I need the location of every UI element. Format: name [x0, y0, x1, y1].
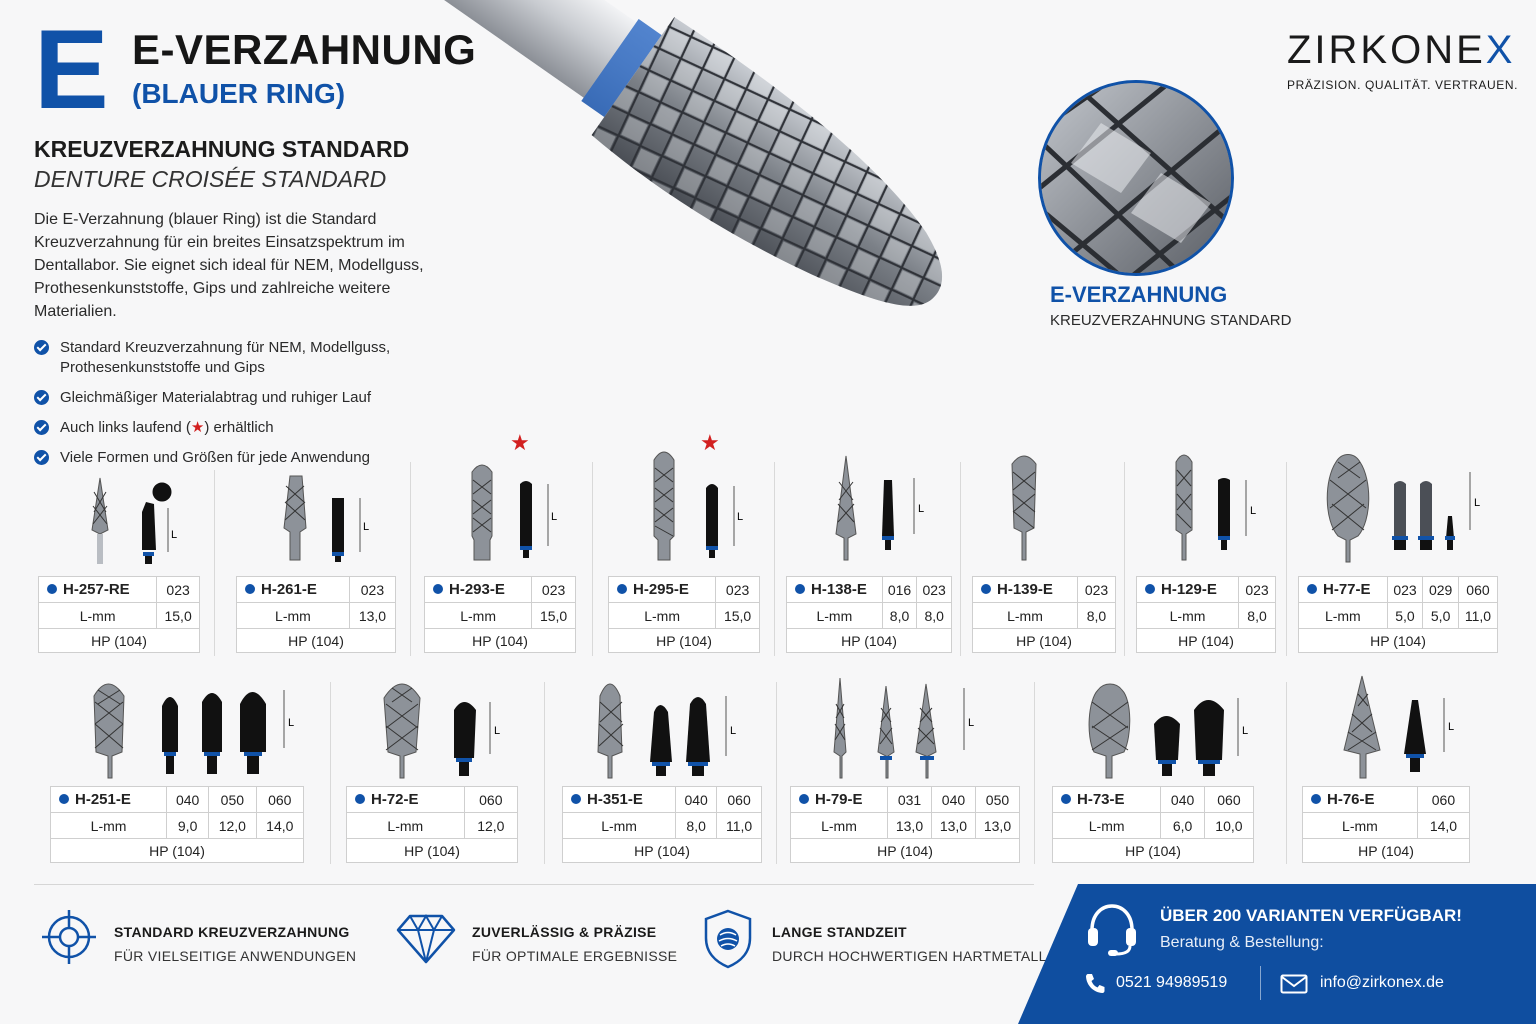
dimension-label: L [968, 717, 975, 729]
intro-text: Die E-Verzahnung (blauer Ring) ist die Standard Kreuzverzahnung für ein breites Einsatzspektrum im Dentallabor. Sie eignet sich ideal für NEM, Modellguss, Prothesenkunststoffe, Gips und zahlreiche weitere Materialien. [34, 211, 424, 320]
dimension-label: L [1474, 497, 1481, 509]
bur-drawing-h351e [592, 676, 752, 784]
length-cell: 14,0 [256, 813, 303, 839]
length-label: L-mm [237, 603, 350, 629]
length-cell: 8,0 [882, 603, 917, 629]
divider [592, 462, 593, 656]
contact-email[interactable]: info@zirkonex.de [1320, 974, 1444, 991]
zoom-subtitle: KREUZVERZAHNUNG STANDARD [1050, 312, 1292, 329]
bur-drawing-h257re [80, 472, 200, 572]
length-label: L-mm [973, 603, 1078, 629]
size-cell: 040 [931, 787, 975, 813]
divider [330, 682, 331, 864]
zoom-title: E-VERZAHNUNG [1050, 282, 1228, 307]
dimension-label: L [363, 521, 370, 533]
blue-ring-dot [1145, 584, 1155, 594]
size-cell: 023 [1387, 577, 1423, 603]
length-label: L-mm [425, 603, 532, 629]
length-label: L-mm [1053, 813, 1161, 839]
bur-drawing-h138e [830, 452, 940, 572]
divider [1124, 462, 1125, 656]
size-cell: 023 [157, 577, 200, 603]
brand-logo: ZIRKONEX [1287, 28, 1516, 72]
length-cell: 13,0 [975, 813, 1019, 839]
divider [1286, 682, 1287, 864]
blue-ring-dot [59, 794, 69, 804]
length-cell: 11,0 [1458, 603, 1497, 629]
product-code: H-261-E [237, 577, 350, 603]
product-table-h261e [236, 576, 396, 653]
length-cell: 8,0 [1077, 603, 1115, 629]
length-cell: 8,0 [1239, 603, 1276, 629]
product-table-h293e [424, 576, 576, 653]
product-table-h351e [562, 786, 762, 863]
length-label: L-mm [39, 603, 157, 629]
size-cell: 040 [167, 787, 209, 813]
shank-cell: HP (104) [425, 629, 576, 653]
phone-icon [1084, 972, 1106, 994]
dimension-label: L [1242, 725, 1249, 737]
length-label: L-mm [787, 603, 883, 629]
length-label: L-mm [1299, 603, 1388, 629]
mail-icon [1280, 974, 1308, 994]
heading-french: DENTURE CROISÉE STANDARD [34, 166, 387, 192]
product-table-h72e [346, 786, 518, 863]
dimension-label: L [737, 511, 744, 523]
left-running-star: ★ [510, 430, 530, 455]
bur-drawing-h293e [462, 460, 572, 572]
size-cell: 040 [676, 787, 717, 813]
size-cell: 023 [1077, 577, 1115, 603]
product-code: H-72-E [347, 787, 465, 813]
page-subtitle: (BLAUER RING) [132, 78, 346, 109]
length-cell: 8,0 [917, 603, 952, 629]
length-cell: 13,0 [888, 813, 932, 839]
shank-cell: HP (104) [39, 629, 200, 653]
shank-cell: HP (104) [973, 629, 1116, 653]
product-table-h77e [1298, 576, 1498, 653]
length-cell: 13,0 [931, 813, 975, 839]
product-code: H-76-E [1303, 787, 1418, 813]
product-code: H-138-E [787, 577, 883, 603]
divider [776, 682, 777, 864]
bur-drawing-h295e [646, 448, 756, 572]
dimension-label: L [1250, 505, 1257, 517]
brand-tagline: PRÄZISION. QUALITÄT. VERTRAUEN. [1287, 78, 1519, 92]
footer-divider [34, 884, 1034, 885]
product-code: H-139-E [973, 577, 1078, 603]
dimension-label: L [171, 529, 178, 541]
length-cell: 14,0 [1417, 813, 1469, 839]
blue-ring-dot [355, 794, 365, 804]
divider [544, 682, 545, 864]
length-label: L-mm [347, 813, 465, 839]
product-code: H-351-E [563, 787, 676, 813]
blue-ring-dot [795, 584, 805, 594]
divider [1034, 682, 1035, 864]
bur-drawing-h72e [378, 676, 508, 784]
blue-ring-dot [433, 584, 443, 594]
length-label: L-mm [609, 603, 716, 629]
feature-title: ZUVERLÄSSIG & PRÄZISE [472, 924, 657, 940]
shank-cell: HP (104) [609, 629, 760, 653]
heading-german: KREUZVERZAHNUNG STANDARD [34, 136, 410, 162]
check-icon [34, 420, 49, 435]
product-table-h257re [38, 576, 200, 653]
size-cell: 060 [1204, 787, 1253, 813]
blue-ring-dot [617, 584, 627, 594]
length-cell: 13,0 [349, 603, 395, 629]
product-table-h79e [790, 786, 1020, 863]
shank-cell: HP (104) [791, 839, 1020, 863]
dimension-label: L [288, 717, 295, 729]
zoom-detail-image [1038, 80, 1234, 276]
bur-drawing-h129e [1170, 450, 1270, 570]
feature-title: LANGE STANDZEIT [772, 924, 907, 940]
size-cell: 023 [917, 577, 952, 603]
series-letter: E [34, 7, 105, 132]
blue-ring-dot [571, 794, 581, 804]
length-cell: 6,0 [1161, 813, 1205, 839]
product-table-h295e [608, 576, 760, 653]
blue-ring-dot [1061, 794, 1071, 804]
dimension-label: L [494, 725, 501, 737]
shank-cell: HP (104) [787, 629, 952, 653]
divider [410, 462, 411, 656]
size-cell: 023 [716, 577, 760, 603]
product-code: H-251-E [51, 787, 167, 813]
check-icon [34, 450, 49, 465]
product-table-h73e [1052, 786, 1254, 863]
length-cell: 10,0 [1204, 813, 1253, 839]
bur-drawing-h76e [1340, 674, 1470, 784]
size-cell: 050 [209, 787, 256, 813]
diamond-icon [396, 908, 456, 966]
size-cell: 031 [888, 787, 932, 813]
length-cell: 12,0 [209, 813, 256, 839]
shank-cell: HP (104) [237, 629, 396, 653]
hero-bur-image [420, 0, 1020, 380]
divider [960, 462, 961, 656]
length-cell: 5,0 [1423, 603, 1459, 629]
product-table-h251e [50, 786, 304, 863]
dimension-label: L [1448, 721, 1455, 733]
shank-cell: HP (104) [347, 839, 518, 863]
bullet-item: Auch links laufend (★) erhältlich [34, 418, 434, 438]
bullet-item: Standard Kreuzverzahnung für NEM, Modellguss, Prothesenkunststoffe und Gips [34, 338, 434, 378]
feature-subtitle: FÜR OPTIMALE ERGEBNISSE [472, 948, 678, 964]
length-cell: 9,0 [167, 813, 209, 839]
size-cell: 050 [975, 787, 1019, 813]
product-code: H-77-E [1299, 577, 1388, 603]
size-cell: 060 [1417, 787, 1469, 813]
length-cell: 8,0 [676, 813, 717, 839]
length-cell: 11,0 [717, 813, 762, 839]
feature-bullets [34, 338, 434, 478]
length-cell: 12,0 [464, 813, 517, 839]
size-cell: 023 [532, 577, 576, 603]
length-label: L-mm [563, 813, 676, 839]
shank-cell: HP (104) [1053, 839, 1254, 863]
length-label: L-mm [791, 813, 888, 839]
length-cell: 15,0 [532, 603, 576, 629]
check-icon [34, 390, 49, 405]
blue-ring-dot [1307, 584, 1317, 594]
product-code: H-293-E [425, 577, 532, 603]
feature-title: STANDARD KREUZVERZAHNUNG [114, 924, 350, 940]
bur-drawing-h261e [276, 472, 386, 572]
product-code: H-257-RE [39, 577, 157, 603]
size-cell: 060 [1458, 577, 1497, 603]
headset-icon [1084, 900, 1140, 958]
bur-drawing-h251e [84, 676, 304, 784]
product-code: H-295-E [609, 577, 716, 603]
blue-ring-dot [981, 584, 991, 594]
contact-subtitle: Beratung & Bestellung: [1160, 934, 1324, 951]
size-cell: 040 [1161, 787, 1205, 813]
product-table-h138e [786, 576, 952, 653]
left-running-star: ★ [700, 430, 720, 455]
bur-drawing-h77e [1320, 450, 1500, 570]
star-icon: ★ [190, 419, 205, 436]
length-cell: 15,0 [157, 603, 200, 629]
shank-cell: HP (104) [1137, 629, 1276, 653]
divider [774, 462, 775, 656]
dimension-label: L [730, 725, 737, 737]
shank-cell: HP (104) [563, 839, 762, 863]
contact-phone[interactable]: 0521 94989519 [1116, 974, 1228, 991]
product-code: H-73-E [1053, 787, 1161, 813]
size-cell: 029 [1423, 577, 1459, 603]
shank-cell: HP (104) [1299, 629, 1498, 653]
page-title: E-VERZAHNUNG [132, 26, 477, 73]
size-cell: 016 [882, 577, 917, 603]
bur-drawing-h139e [1006, 450, 1056, 570]
size-cell: 023 [349, 577, 395, 603]
divider [214, 470, 215, 656]
length-cell: 15,0 [716, 603, 760, 629]
bullet-item: Gleichmäßiger Materialabtrag und ruhiger Lauf [34, 388, 434, 408]
dimension-label: L [551, 511, 558, 523]
length-label: L-mm [51, 813, 167, 839]
bur-drawing-h73e [1086, 680, 1256, 784]
product-code: H-79-E [791, 787, 888, 813]
blue-ring-dot [799, 794, 809, 804]
shank-cell: HP (104) [1303, 839, 1470, 863]
divider [1286, 462, 1287, 656]
contact-title: ÜBER 200 VARIANTEN VERFÜGBAR! [1160, 906, 1462, 925]
crosshair-icon [40, 908, 98, 966]
blue-ring-dot [47, 584, 57, 594]
feature-subtitle: FÜR VIELSEITIGE ANWENDUNGEN [114, 948, 357, 964]
product-table-h76e [1302, 786, 1470, 863]
blue-ring-dot [1311, 794, 1321, 804]
check-icon [34, 340, 49, 355]
blue-ring-dot [245, 584, 255, 594]
bullet-item: Viele Formen und Größen für jede Anwendung [34, 448, 434, 468]
shield-icon [702, 908, 754, 970]
length-cell: 5,0 [1387, 603, 1423, 629]
size-cell: 060 [256, 787, 303, 813]
feature-subtitle: DURCH HOCHWERTIGEN HARTMETALL [772, 948, 1047, 964]
dimension-label: L [918, 503, 925, 515]
contact-divider [1260, 966, 1261, 1000]
length-label: L-mm [1137, 603, 1239, 629]
product-code: H-129-E [1137, 577, 1239, 603]
shank-cell: HP (104) [51, 839, 304, 863]
length-label: L-mm [1303, 813, 1418, 839]
product-table-h129e [1136, 576, 1276, 653]
product-table-h139e [972, 576, 1116, 653]
size-cell: 060 [717, 787, 762, 813]
size-cell: 060 [464, 787, 517, 813]
bur-drawing-h79e [826, 674, 986, 784]
size-cell: 023 [1239, 577, 1276, 603]
